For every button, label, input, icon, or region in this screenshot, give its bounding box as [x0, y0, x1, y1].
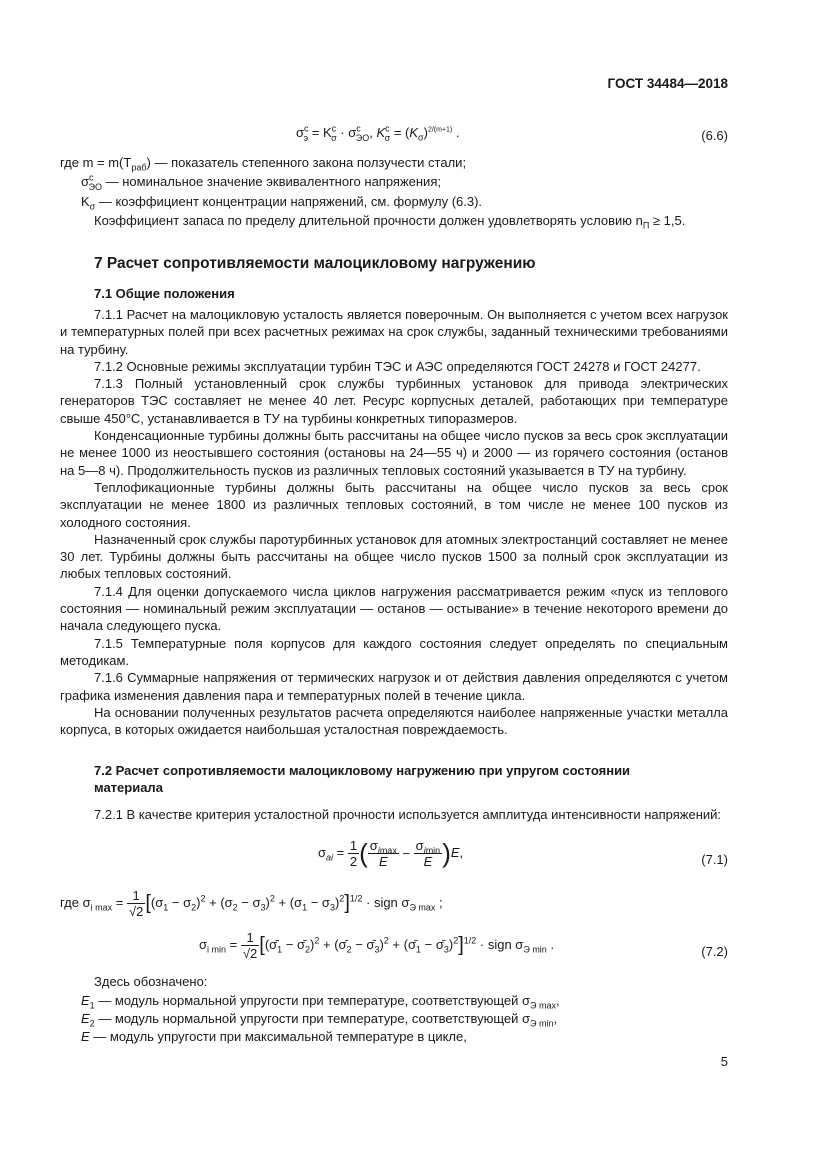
- paragraph: 7.1.6 Суммарные напряжения от термических нагрузок и от действия давления определяются с учетом графика изменения давления пара и температурных полей в течение цикла.: [60, 670, 728, 703]
- paragraph: Теплофикационные турбины должны быть рассчитаны на общее число пусков за весь срок эксплуатации не менее 1800 из различных тепловых состояний, в том числе не менее 100 пусков из холодного состояния.: [60, 479, 728, 530]
- def-e2-line: $E_2$ — модуль нормальной упругости при температуре, соответствующей $\sigma_{Э min}$,: [81, 1011, 558, 1029]
- section-7-1-body: [60, 306, 728, 738]
- def-e-line: E — модуль упругости при максимальной температуре в цикле,: [81, 1029, 467, 1044]
- paragraph-7-2-1: 7.2.1 В качестве критерия усталостной прочности используется амплитуда интенсивности напряжений:: [94, 807, 722, 822]
- def-e1-line: $E_1$ — модуль нормальной упругости при температуре, соответствующей $\sigma_{Э max}$,: [81, 993, 560, 1011]
- doc-header-id: ГОСТ 34484—2018: [607, 76, 728, 91]
- paragraph: Конденсационные турбины должны быть рассчитаны на общее число пусков за весь срок эксплуатации не менее 1000 из неостывшего состояния (остановы на 24—55 ч) и 2000 — из горячего состояния (останов на 5—8 ч). Продолжительность пусков из различных тепловых состояний указывается в ТУ на турбину.: [60, 428, 728, 478]
- formula-7-2: $\sigma_{i min}$ = $\frac{1}{√2}$ [($\sigmā_1$ − $\sigmā_2)^2$ + ($\sigmā_2$ − $\sigmā_3)^2$ + ($\sigmā_1$ − $\sigmā_3)^2]^{1/2}$ · sign $\sigma_{Э min}$ .: [199, 930, 555, 961]
- formula-sigma-i-max: где $\sigma_{i max}$ = $\frac{1}{√2}$ $[(\sigma_1 - \sigma_2)^2 + (\sigma_2 - \sigma_3)^2 + (\sigma_1 - \sigma_3)^2]^{1/2}$ · sign $\sigma_{Э max}$ ;: [60, 888, 443, 919]
- safety-factor-line: Коэффициент запаса по пределу длительной прочности должен удовлетворять условию $n_П \ge 1,5$.: [94, 213, 686, 231]
- formula-7-1-number: (7.1): [701, 852, 728, 867]
- paragraph: На основании полученных результатов расчета определяются наиболее напряженные участки металла корпуса, в которых ожидается наибольшая усталостная повреждаемость.: [60, 704, 728, 738]
- paragraph: 7.1.4 Для оценки допускаемого числа циклов нагружения рассматривается режим «пуск из теплового состояния — номинальный режим эксплуатации — останов — остывание» в течение некоторого времени до начала следующего пуска.: [60, 583, 728, 634]
- section-7-2-title: 7.2 Расчет сопротивляемости малоцикловому нагружению при упругом состоянии материала: [94, 763, 631, 795]
- def-m-line: где $m = m(T_{раб})$ — показатель степенного закона ползучести стали;: [60, 155, 467, 173]
- formula-6-6: $\sigma^c_э = K^c_\sigma \cdot \sigma^c_{ЭО}$, $K^c_\sigma = (K_\sigma)^{2/(m+1)}$ .: [296, 123, 460, 143]
- def-k-sigma-line: $K_\sigma$ — коэффициент концентрации напряжений, см. формулу (6.3).: [81, 194, 483, 212]
- paragraph: Назначенный срок службы паротурбинных установок для атомных электростанций составляет не менее 30 лет. Турбины должны быть рассчитаны на общее число пусков 1500 за полный срок эксплуатации из любых тепловых состояний.: [60, 531, 728, 582]
- formula-7-1: $\sigma_{ai}$ = $\frac{1}{2}$ ( $\frac{\sigma_{imax}}{E}$ − $\frac{\sigma_{imin}}{E}$ )E,: [318, 838, 464, 869]
- paragraph: 7.1.2 Основные режимы эксплуатации турбин ТЭС и АЭС определяются ГОСТ 24278 и ГОСТ 24277.: [94, 358, 701, 374]
- section-7-title: 7 Расчет сопротивляемости малоцикловому нагружению: [94, 255, 536, 272]
- paragraph: 7.1.1 Расчет на малоцикловую усталость является поверочным. Он выполняется с учетом всех нагрузок и температурных полей при всех расчетных режимах на срок службы, заданный техническими требованиями на турбину.: [60, 307, 728, 357]
- here-denoted-label: Здесь обозначено:: [94, 974, 208, 989]
- page-number: 5: [720, 1054, 728, 1069]
- def-sigma-eo-line: $\sigma^c_{ЭО}$ — номинальное значение эквивалентного напряжения;: [81, 172, 441, 192]
- formula-7-2-number: (7.2): [701, 944, 728, 959]
- paragraph: 7.1.5 Температурные поля корпусов для каждого состояния следует определять по специальным методикам.: [60, 635, 728, 668]
- section-7-1-title: 7.1 Общие положения: [94, 286, 235, 301]
- paragraph: 7.1.3 Полный установленный срок службы турбинных установок для привода электрических генераторов ТЭС составляет не менее 40 лет. Ресурс корпусных деталей, работающих при температуре свыше 450°С, устанавливается в ТУ на турбины конкретных типоразмеров.: [60, 376, 728, 426]
- formula-6-6-number: (6.6): [701, 128, 728, 143]
